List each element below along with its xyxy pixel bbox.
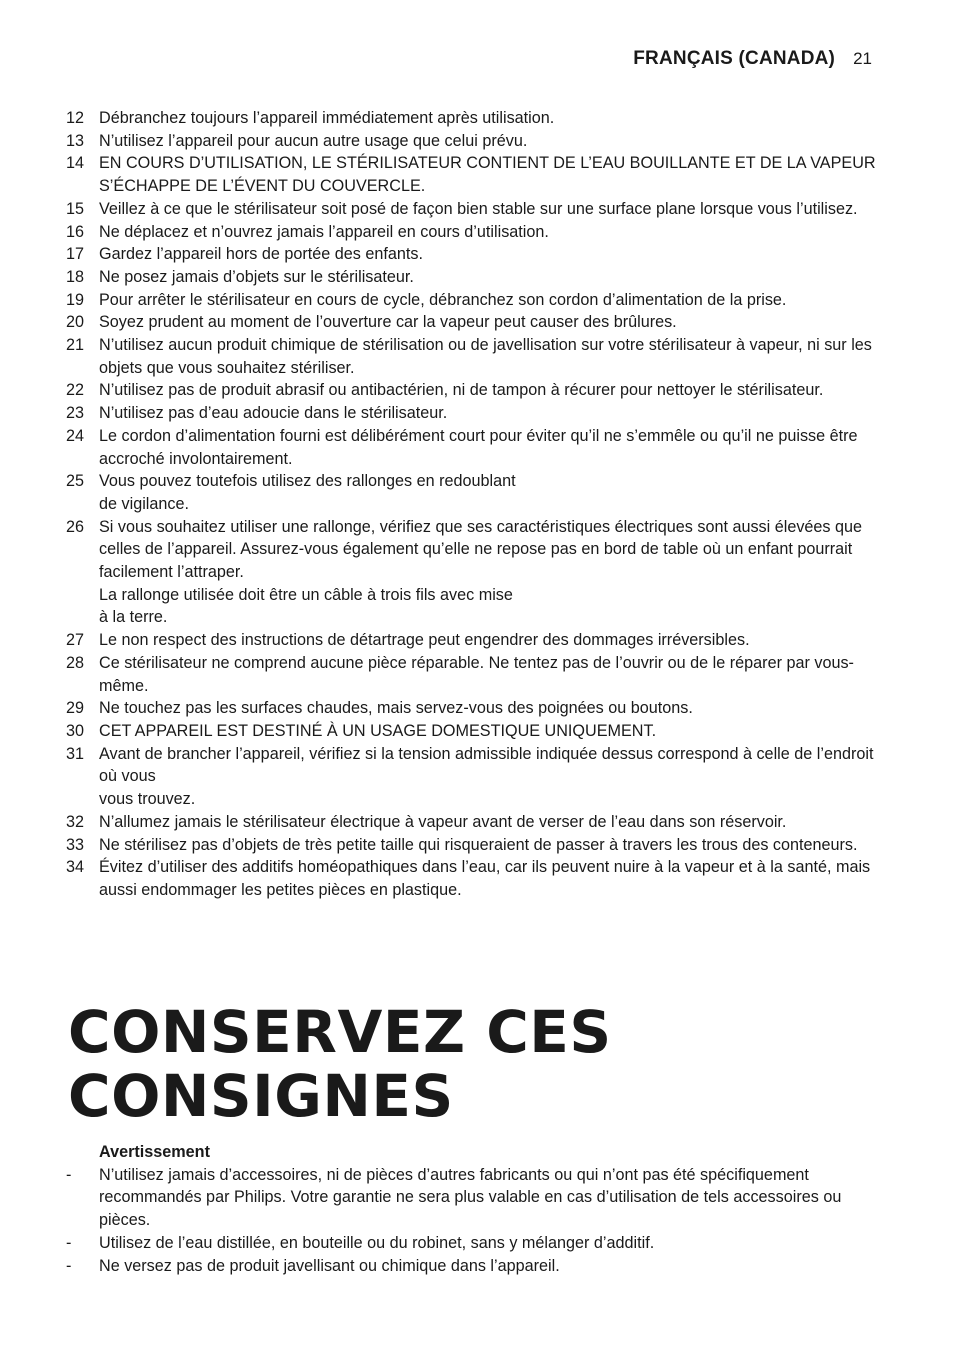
section-heading-line-1: CONSERVEZ CES bbox=[68, 998, 612, 1066]
list-item bbox=[66, 107, 881, 130]
page-number: 21 bbox=[853, 49, 872, 68]
warning-item bbox=[66, 1164, 881, 1232]
item-number: 32 bbox=[66, 812, 85, 831]
item-number: 31 bbox=[66, 744, 85, 763]
item-text: Avant de brancher l’appareil, vérifiez si la tension admissible indiquée dessus correspond à celle de l’endroit où vous vous trouvez. bbox=[99, 744, 874, 809]
item-number: 20 bbox=[66, 313, 85, 332]
warning-item bbox=[66, 1232, 881, 1255]
item-text: Ne déplacez et n’ouvrez jamais l’appareil en cours d’utilisation. bbox=[99, 222, 549, 241]
item-text: Vous pouvez toutefois utilisez des rallonges en redoublant de vigilance. bbox=[99, 472, 516, 513]
item-text: Le non respect des instructions de détartrage peut engendrer des dommages irréversibles. bbox=[99, 631, 750, 650]
item-text: Gardez l’appareil hors de portée des enfants. bbox=[99, 245, 423, 264]
list-item bbox=[66, 130, 881, 153]
item-text: N’utilisez l’appareil pour aucun autre usage que celui prévu. bbox=[99, 131, 528, 150]
list-item bbox=[66, 834, 881, 857]
list-item bbox=[66, 198, 881, 221]
list-item bbox=[66, 629, 881, 652]
item-number: 21 bbox=[66, 336, 85, 355]
list-item bbox=[66, 402, 881, 425]
item-number: 30 bbox=[66, 721, 85, 740]
item-number: 28 bbox=[66, 653, 85, 672]
warning-item bbox=[66, 1255, 881, 1278]
list-item bbox=[66, 379, 881, 402]
item-number: 22 bbox=[66, 381, 85, 400]
section-heading-line-2: CONSIGNES bbox=[68, 1062, 454, 1130]
list-item bbox=[66, 720, 881, 743]
item-number: 17 bbox=[66, 245, 85, 264]
list-item bbox=[66, 856, 881, 901]
item-number: 15 bbox=[66, 199, 85, 218]
list-item bbox=[66, 152, 881, 197]
warning-text: Ne versez pas de produit javellisant ou chimique dans l’appareil. bbox=[99, 1256, 560, 1275]
list-item bbox=[66, 221, 881, 244]
item-number: 33 bbox=[66, 835, 85, 854]
item-text: Veillez à ce que le stérilisateur soit posé de façon bien stable sur une surface plane lorsque vous l’utilisez. bbox=[99, 199, 858, 218]
list-item bbox=[66, 334, 881, 379]
item-number: 13 bbox=[66, 131, 85, 150]
item-number: 14 bbox=[66, 154, 85, 173]
item-number: 16 bbox=[66, 222, 85, 241]
list-item bbox=[66, 811, 881, 834]
item-number: 27 bbox=[66, 631, 85, 650]
item-text: Le cordon d’alimentation fourni est délibérément court pour éviter qu’il ne s’emmêle ou qu’il ne puisse être accroché involontairement. bbox=[99, 426, 858, 468]
item-text: EN COURS D’UTILISATION, LE STÉRILISATEUR CONTIENT DE L’EAU BOUILLANTE ET DE LA VAPEUR S’ÉCHAPPE DE L’ÉVENT DU COUVERCLE. bbox=[99, 154, 876, 196]
dash-marker: - bbox=[66, 1165, 72, 1184]
dash-marker: - bbox=[66, 1233, 72, 1252]
item-text: N’utilisez aucun produit chimique de stérilisation ou de javellisation sur votre stérilisateur à vapeur, ni sur les objets que vous souhaitez stériliser. bbox=[99, 336, 872, 377]
section-title: FRANÇAIS (CANADA) bbox=[633, 48, 836, 69]
list-item bbox=[66, 425, 881, 470]
warning-section bbox=[66, 1141, 881, 1277]
list-item bbox=[66, 743, 881, 811]
item-number: 24 bbox=[66, 426, 85, 445]
list-item bbox=[66, 516, 881, 630]
item-number: 23 bbox=[66, 404, 85, 423]
dash-marker: - bbox=[66, 1256, 72, 1275]
item-number: 19 bbox=[66, 290, 85, 309]
list-item bbox=[66, 311, 881, 334]
item-text: Si vous souhaitez utiliser une rallonge, vérifiez que ses caractéristiques électriques sont aussi élevées que celles de l’appareil. Assurez-vous également qu’elle ne repose pas en bord de table où un enfant pourrait facilement l’attraper. La rallonge utilisée doit être un câble à trois fils avec mise à la terre. bbox=[99, 517, 863, 627]
item-text: N’allumez jamais le stérilisateur électrique à vapeur avant de verser de l’eau dans son réservoir. bbox=[99, 812, 787, 831]
item-text: Débranchez toujours l’appareil immédiatement après utilisation. bbox=[99, 109, 555, 127]
item-number: 18 bbox=[66, 267, 85, 286]
warning-title: Avertissement bbox=[99, 1143, 210, 1161]
item-number: 34 bbox=[66, 858, 85, 877]
item-number: 29 bbox=[66, 699, 85, 718]
warning-list bbox=[66, 1164, 881, 1278]
item-number: 12 bbox=[66, 109, 85, 127]
item-text: Soyez prudent au moment de l’ouverture car la vapeur peut causer des brûlures. bbox=[99, 313, 677, 332]
item-text: CET APPAREIL EST DESTINÉ À UN USAGE DOMESTIQUE UNIQUEMENT. bbox=[99, 721, 657, 740]
item-text: Ne stérilisez pas d’objets de très petite taille qui risqueraient de passer à travers les trous des conteneurs. bbox=[99, 835, 858, 854]
warning-text: Utilisez de l’eau distillée, en bouteille ou du robinet, sans y mélanger d’additif. bbox=[99, 1233, 655, 1252]
item-text: Ne touchez pas les surfaces chaudes, mais servez-vous des poignées ou boutons. bbox=[99, 699, 693, 718]
item-text: Évitez d’utiliser des additifs homéopathiques dans l’eau, car ils peuvent nuire à la vapeur et à la santé, mais aussi endommager les petites pièces en plastique. bbox=[99, 858, 871, 899]
item-text: Ce stérilisateur ne comprend aucune pièce réparable. Ne tentez pas de l’ouvrir ou de le réparer par vous-même. bbox=[99, 653, 854, 695]
item-text: N’utilisez pas d’eau adoucie dans le stérilisateur. bbox=[99, 404, 448, 423]
list-item bbox=[66, 243, 881, 266]
page-header bbox=[633, 48, 872, 70]
list-item bbox=[66, 289, 881, 312]
list-item bbox=[66, 266, 881, 289]
list-item bbox=[66, 652, 881, 697]
section-heading bbox=[68, 1000, 612, 1128]
list-item bbox=[66, 697, 881, 720]
item-number: 25 bbox=[66, 472, 85, 491]
item-text: Pour arrêter le stérilisateur en cours de cycle, débranchez son cordon d’alimentation de la prise. bbox=[99, 290, 787, 309]
item-number: 26 bbox=[66, 517, 85, 536]
list-item bbox=[66, 470, 881, 515]
safety-instructions-list bbox=[66, 107, 881, 902]
item-text: N’utilisez pas de produit abrasif ou antibactérien, ni de tampon à récurer pour nettoyer le stérilisateur. bbox=[99, 381, 824, 400]
item-text: Ne posez jamais d’objets sur le stérilisateur. bbox=[99, 267, 414, 286]
warning-text: N’utilisez jamais d’accessoires, ni de pièces d’autres fabricants ou qui n’ont pas été spécifiquement recommandés par Philips. Votre garantie ne sera plus valable en cas d’utilisation de tels accessoires ou pièces. bbox=[99, 1165, 842, 1230]
